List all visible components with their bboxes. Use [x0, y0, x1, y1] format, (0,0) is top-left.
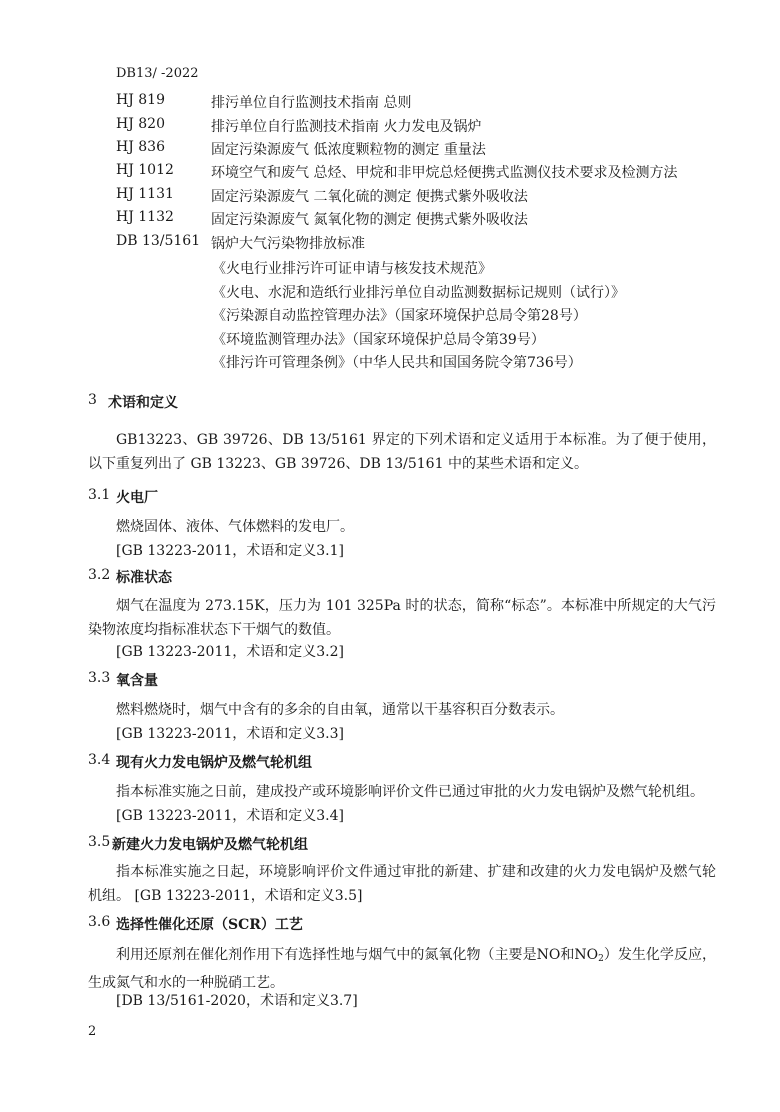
term-definition: 指本标准实施之日前，建成投产或环境影响评价文件已通过审批的火力发电锅炉及燃气轮机组。 [116, 784, 704, 800]
ref-title: 固定污染源废气 氮氧化物的测定 便携式紫外吸收法 [211, 212, 528, 228]
term-source: [DB 13/5161-2020，术语和定义3.7] [116, 993, 358, 1009]
document-item: 《环境监测管理办法》（国家环境保护总局令第39号） [212, 332, 545, 348]
term-definition-text: 指本标准实施之日起，环境影响评价文件通过审批的新建、扩建和改建的火力发电锅炉及燃气轮机组。 [88, 864, 716, 904]
ref-code: HJ 836 [116, 139, 165, 155]
term-definition-part: 利用还原剂在催化剂作用下有选择性地与烟气中的氮氧化物（主要是NO和NO [116, 947, 599, 963]
ref-code: HJ 820 [116, 116, 165, 132]
term-number: 3.1 [88, 487, 111, 503]
term-number: 3.5 [88, 834, 111, 850]
term-number: 3.2 [88, 567, 111, 583]
subscript-2: 2 [598, 954, 604, 964]
term-source: [GB 13223-2011，术语和定义3.4] [116, 808, 345, 824]
term-title: 氧含量 [116, 673, 158, 689]
ref-code: HJ 1012 [116, 162, 174, 178]
ref-title: 固定污染源废气 低浓度颗粒物的测定 重量法 [211, 142, 486, 158]
term-title: 火电厂 [116, 490, 158, 506]
ref-code: HJ 1132 [116, 209, 174, 225]
term-title: 选择性催化还原（SCR）工艺 [116, 917, 303, 933]
term-definition [88, 943, 716, 995]
section-number: 3 [88, 392, 97, 408]
ref-title: 固定污染源废气 二氧化硫的测定 便携式紫外吸收法 [211, 189, 528, 205]
term-definition [88, 860, 716, 908]
term-definition: 烟气在温度为 273.15K，压力为 101 325Pa 时的状态，简称“标态”。本标准中所规定的大气污染物浓度均指标准状态下干烟气的数值。 [88, 598, 716, 638]
ref-title: 环境空气和废气 总烃、甲烷和非甲烷总烃便携式监测仪技术要求及检测方法 [211, 165, 678, 181]
term-title: 标准状态 [116, 570, 172, 586]
document-item: 《火电行业排污许可证申请与核发技术规范》 [212, 261, 492, 277]
ref-code: HJ 819 [116, 92, 165, 108]
term-number: 3.4 [88, 752, 111, 768]
term-number: 3.6 [88, 914, 111, 930]
ref-title: 排污单位自行监测技术指南 总则 [211, 95, 412, 111]
term-number: 3.3 [88, 670, 111, 686]
document-item: 《排污许可管理条例》（中华人民共和国国务院令第736号） [212, 355, 582, 371]
term-source: [GB 13223-2011，术语和定义3.3] [116, 726, 345, 742]
section-intro: GB13223、GB 39726、DB 13/5161 界定的下列术语和定义适用于本标准。为了便于使用，以下重复列出了 GB 13223、GB 39726、DB 13/5161 中的某些术语和定义。 [88, 432, 716, 472]
term-source: [GB 13223-2011，术语和定义3.2] [116, 644, 345, 660]
document-item: 《火电、水泥和造纸行业排污单位自动监测数据标记规则（试行）》 [212, 285, 625, 301]
term-definition: 燃烧固体、液体、气体燃料的发电厂。 [116, 519, 354, 535]
page-number: 2 [88, 1024, 97, 1039]
term-definition-part: ）发生化学反应，生成氮气和水的一种脱硝工艺。 [88, 947, 716, 991]
section-title: 术语和定义 [108, 395, 178, 411]
term-source: [GB 13223-2011，术语和定义3.5] [134, 888, 363, 904]
ref-title: 排污单位自行监测技术指南 火力发电及锅炉 [211, 119, 482, 135]
term-title: 现有火力发电锅炉及燃气轮机组 [116, 755, 312, 771]
ref-code: DB 13/5161 [116, 233, 201, 249]
term-source: [GB 13223-2011，术语和定义3.1] [116, 543, 345, 559]
document-item: 《污染源自动监控管理办法》（国家环境保护总局令第28号） [212, 308, 587, 324]
ref-code: HJ 1131 [116, 186, 174, 202]
term-definition: 燃料燃烧时，烟气中含有的多余的自由氧，通常以干基容积百分数表示。 [116, 702, 564, 718]
header-doc-number: DB13/ -2022 [116, 66, 199, 81]
term-title: 新建火力发电锅炉及燃气轮机组 [112, 837, 308, 853]
ref-title: 锅炉大气污染物排放标准 [211, 236, 365, 252]
